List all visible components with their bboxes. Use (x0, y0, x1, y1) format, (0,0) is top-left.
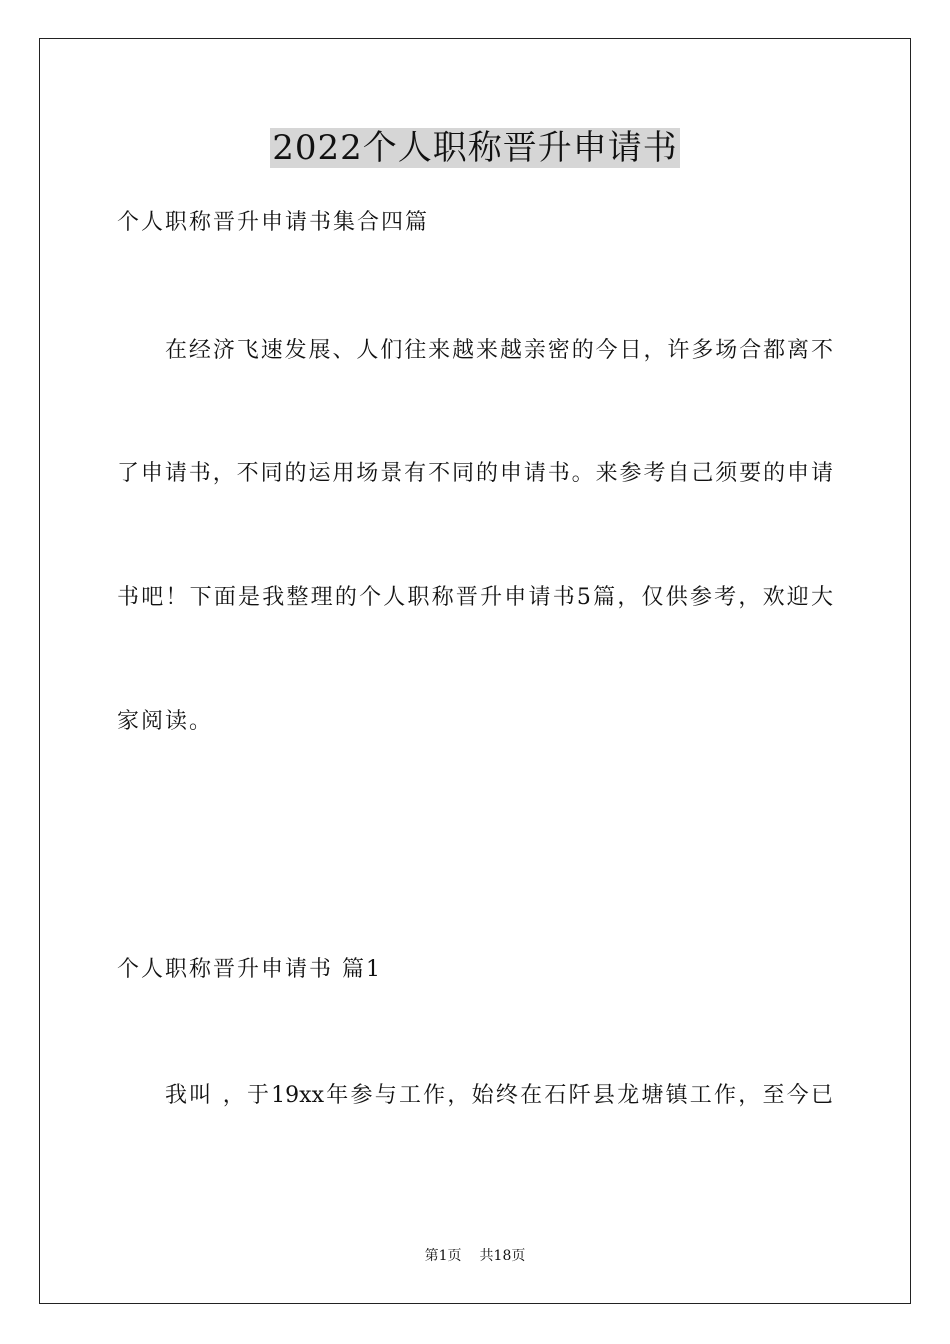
document-subtitle: 个人职称晋升申请书集合四篇 (117, 210, 430, 235)
page-number: 第1页 (424, 1248, 462, 1264)
intro-paragraph-line-4: 家阅读。 (117, 709, 214, 734)
intro-paragraph-line-3: 书吧！下面是我整理的个人职称晋升申请书5篇，仅供参考，欢迎大 (117, 585, 833, 610)
page-footer (0, 1246, 950, 1266)
intro-paragraph-line-2: 了申请书，不同的运用场景有不同的申请书。来参考自己须要的申请 (117, 461, 833, 486)
document-title (0, 126, 950, 170)
intro-paragraph-line-1: 在经济飞速发展、人们往来越来越亲密的今日，许多场合都离不 (165, 338, 833, 363)
section-heading: 个人职称晋升申请书 篇1 (117, 957, 382, 982)
page-total: 共18页 (479, 1248, 526, 1264)
section-paragraph-line-1: 我叫 ，于19xx年参与工作，始终在石阡县龙塘镇工作，至今已 (165, 1083, 833, 1108)
document-title-text: 2022个人职称晋升申请书 (272, 128, 678, 168)
